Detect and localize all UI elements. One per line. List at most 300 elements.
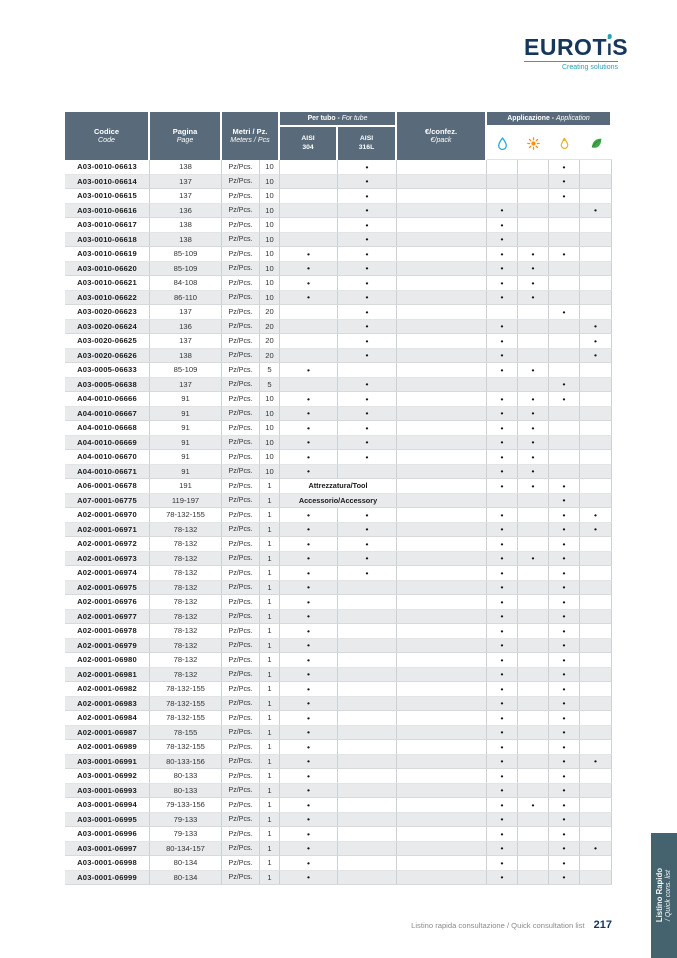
app-flame-mark: •	[549, 813, 580, 828]
row-qty: 1	[260, 842, 280, 857]
row-unit: Pz/Pcs.	[222, 856, 260, 871]
row-unit: Pz/Pcs.	[222, 813, 260, 828]
row-code: A02-0001-06989	[65, 740, 150, 755]
app-water-mark: •	[487, 204, 518, 219]
app-leaf-mark: •	[580, 349, 612, 364]
header-application-group	[487, 112, 612, 160]
app-leaf-mark: •	[580, 508, 612, 523]
app-sun-mark	[518, 711, 549, 726]
aisi-304-mark: •	[280, 740, 338, 755]
row-qty: 10	[260, 218, 280, 233]
aisi-316l-mark	[338, 856, 397, 871]
app-leaf-mark	[580, 175, 612, 190]
app-flame-mark: •	[549, 392, 580, 407]
app-water-mark	[487, 175, 518, 190]
row-page: 138	[150, 349, 222, 364]
row-code: A03-0001-06997	[65, 842, 150, 857]
row-page: 78-132	[150, 610, 222, 625]
row-price	[397, 827, 487, 842]
row-price	[397, 189, 487, 204]
row-page: 78-155	[150, 726, 222, 741]
row-code: A02-0001-06977	[65, 610, 150, 625]
row-unit: Pz/Pcs.	[222, 450, 260, 465]
table-row	[65, 639, 612, 654]
app-water-mark: •	[487, 856, 518, 871]
row-unit: Pz/Pcs.	[222, 581, 260, 596]
aisi-316l-mark	[338, 581, 397, 596]
app-sun-mark	[518, 537, 549, 552]
header-aisi316-line2: 316L	[358, 143, 375, 151]
row-price	[397, 624, 487, 639]
table-row	[65, 566, 612, 581]
app-water-mark: •	[487, 479, 518, 494]
app-leaf-mark	[580, 566, 612, 581]
aisi-304-mark: •	[280, 755, 338, 770]
row-code: A02-0001-06974	[65, 566, 150, 581]
app-water-mark: •	[487, 320, 518, 335]
app-flame-mark	[549, 421, 580, 436]
app-sun-mark	[518, 378, 549, 393]
aisi-304-mark: •	[280, 871, 338, 886]
side-tab-title: Listino Rapido	[654, 868, 664, 923]
row-qty: 1	[260, 653, 280, 668]
aisi-316l-mark: •	[338, 349, 397, 364]
row-unit: Pz/Pcs.	[222, 668, 260, 683]
aisi-304-mark: •	[280, 523, 338, 538]
row-code: A02-0001-06987	[65, 726, 150, 741]
aisi-316l-mark: •	[338, 421, 397, 436]
app-sun-mark	[518, 682, 549, 697]
app-sun-mark	[518, 610, 549, 625]
app-flame-mark: •	[549, 189, 580, 204]
row-unit: Pz/Pcs.	[222, 160, 260, 175]
table-row	[65, 204, 612, 219]
app-flame-mark: •	[549, 523, 580, 538]
side-tab-subtitle: / Quick cons. list	[664, 870, 672, 921]
app-flame-mark: •	[549, 798, 580, 813]
app-leaf-mark	[580, 595, 612, 610]
row-price	[397, 813, 487, 828]
app-sun-mark	[518, 697, 549, 712]
app-flame-mark: •	[549, 479, 580, 494]
app-water-mark: •	[487, 871, 518, 886]
row-page: 78-132-155	[150, 508, 222, 523]
table-row	[65, 349, 612, 364]
app-sun-mark: •	[518, 450, 549, 465]
app-water-mark: •	[487, 363, 518, 378]
row-unit: Pz/Pcs.	[222, 769, 260, 784]
row-unit: Pz/Pcs.	[222, 537, 260, 552]
aisi-316l-mark	[338, 595, 397, 610]
row-unit: Pz/Pcs.	[222, 595, 260, 610]
table-row	[65, 726, 612, 741]
app-sun-mark	[518, 871, 549, 886]
logo-divider	[524, 61, 618, 62]
app-water-mark: •	[487, 465, 518, 480]
aisi-316l-mark: •	[338, 392, 397, 407]
aisi-316l-mark	[338, 769, 397, 784]
row-qty: 1	[260, 711, 280, 726]
row-page: 91	[150, 407, 222, 422]
header-aisi-304	[280, 127, 338, 160]
table-row	[65, 508, 612, 523]
app-leaf-mark	[580, 421, 612, 436]
row-unit: Pz/Pcs.	[222, 320, 260, 335]
row-price	[397, 450, 487, 465]
aisi-316l-mark: •	[338, 552, 397, 567]
aisi-304-mark: •	[280, 610, 338, 625]
app-leaf-mark	[580, 407, 612, 422]
app-water-mark: •	[487, 436, 518, 451]
app-sun-mark	[518, 233, 549, 248]
table-row	[65, 421, 612, 436]
table-row	[65, 668, 612, 683]
row-page: 79-133	[150, 827, 222, 842]
row-qty: 1	[260, 827, 280, 842]
app-leaf-mark	[580, 711, 612, 726]
row-unit: Pz/Pcs.	[222, 523, 260, 538]
row-price	[397, 436, 487, 451]
aisi-316l-mark	[338, 639, 397, 654]
app-water-mark: •	[487, 349, 518, 364]
app-leaf-mark	[580, 378, 612, 393]
row-code: A02-0001-06982	[65, 682, 150, 697]
aisi-316l-mark: •	[338, 189, 397, 204]
row-unit: Pz/Pcs.	[222, 291, 260, 306]
aisi-304-mark	[280, 175, 338, 190]
app-sun-mark	[518, 508, 549, 523]
table-row	[65, 247, 612, 262]
aisi-304-mark: •	[280, 668, 338, 683]
aisi-304-mark: •	[280, 566, 338, 581]
table-row	[65, 378, 612, 393]
aisi-316l-mark	[338, 465, 397, 480]
table-header	[65, 112, 612, 160]
table-row	[65, 218, 612, 233]
app-water-mark: •	[487, 334, 518, 349]
row-qty: 10	[260, 204, 280, 219]
table-row	[65, 450, 612, 465]
row-price	[397, 537, 487, 552]
row-code: A02-0001-06970	[65, 508, 150, 523]
aisi-316l-mark: •	[338, 276, 397, 291]
row-code: A03-0010-06617	[65, 218, 150, 233]
aisi-316l-mark: •	[338, 218, 397, 233]
app-flame-mark: •	[549, 595, 580, 610]
app-sun-mark	[518, 827, 549, 842]
app-flame-mark	[549, 407, 580, 422]
app-leaf-mark	[580, 871, 612, 886]
header-per-tubo-group	[280, 112, 397, 160]
row-qty: 1	[260, 856, 280, 871]
row-page: 91	[150, 421, 222, 436]
logo-drop-icon	[607, 34, 612, 39]
table-row	[65, 697, 612, 712]
table-row	[65, 653, 612, 668]
app-flame-mark: •	[549, 697, 580, 712]
row-price	[397, 175, 487, 190]
aisi-316l-mark: •	[338, 204, 397, 219]
row-price	[397, 305, 487, 320]
table-row	[65, 798, 612, 813]
table-row	[65, 755, 612, 770]
row-qty: 1	[260, 624, 280, 639]
app-sun-mark: •	[518, 465, 549, 480]
table-row	[65, 827, 612, 842]
app-water-mark: •	[487, 291, 518, 306]
row-code: A07-0001-06775	[65, 494, 150, 509]
row-code: A03-0001-06996	[65, 827, 150, 842]
row-code: A03-0010-06618	[65, 233, 150, 248]
app-sun-mark	[518, 160, 549, 175]
table-row	[65, 610, 612, 625]
app-flame-mark	[549, 204, 580, 219]
row-price	[397, 494, 487, 509]
row-page: 138	[150, 233, 222, 248]
app-leaf-mark	[580, 276, 612, 291]
row-qty: 1	[260, 610, 280, 625]
row-code: A03-0005-06638	[65, 378, 150, 393]
header-aisi304-line1: AISI	[301, 135, 315, 143]
aisi-316l-mark	[338, 610, 397, 625]
row-code: A03-0010-06615	[65, 189, 150, 204]
app-sun-mark	[518, 175, 549, 190]
aisi-304-mark: •	[280, 827, 338, 842]
aisi-304-mark	[280, 189, 338, 204]
table-row	[65, 320, 612, 335]
row-page: 136	[150, 320, 222, 335]
row-unit: Pz/Pcs.	[222, 204, 260, 219]
row-code: A04-0010-06666	[65, 392, 150, 407]
app-flame-mark: •	[549, 769, 580, 784]
header-codice	[65, 112, 150, 160]
row-qty: 20	[260, 334, 280, 349]
aisi-316l-mark	[338, 827, 397, 842]
row-qty: 1	[260, 769, 280, 784]
table-row	[65, 305, 612, 320]
aisi-304-mark: •	[280, 697, 338, 712]
app-leaf-mark	[580, 552, 612, 567]
app-sun-mark: •	[518, 276, 549, 291]
row-page: 78-132-155	[150, 740, 222, 755]
row-unit: Pz/Pcs.	[222, 639, 260, 654]
app-water-mark: •	[487, 523, 518, 538]
row-price	[397, 740, 487, 755]
row-price	[397, 479, 487, 494]
row-price	[397, 276, 487, 291]
row-page: 79-133	[150, 813, 222, 828]
row-qty: 1	[260, 813, 280, 828]
row-qty: 1	[260, 740, 280, 755]
app-flame-mark	[549, 262, 580, 277]
row-qty: 10	[260, 247, 280, 262]
row-page: 78-132	[150, 581, 222, 596]
app-water-mark: •	[487, 726, 518, 741]
app-sun-mark	[518, 769, 549, 784]
row-unit: Pz/Pcs.	[222, 218, 260, 233]
row-price	[397, 769, 487, 784]
table-row	[65, 523, 612, 538]
table-row	[65, 407, 612, 422]
table-body	[65, 160, 612, 885]
aisi-316l-mark	[338, 682, 397, 697]
row-unit: Pz/Pcs.	[222, 711, 260, 726]
row-price	[397, 653, 487, 668]
app-water-mark: •	[487, 262, 518, 277]
app-water-mark: •	[487, 755, 518, 770]
row-code: A02-0001-06978	[65, 624, 150, 639]
aisi-304-mark: •	[280, 798, 338, 813]
row-unit: Pz/Pcs.	[222, 784, 260, 799]
app-leaf-mark	[580, 682, 612, 697]
row-unit: Pz/Pcs.	[222, 798, 260, 813]
row-unit: Pz/Pcs.	[222, 726, 260, 741]
row-price	[397, 247, 487, 262]
row-unit: Pz/Pcs.	[222, 494, 260, 509]
app-leaf-mark	[580, 305, 612, 320]
aisi-316l-mark: •	[338, 436, 397, 451]
aisi-316l-mark	[338, 740, 397, 755]
aisi-304-mark: •	[280, 508, 338, 523]
row-code: A02-0001-06983	[65, 697, 150, 712]
row-code: A02-0001-06984	[65, 711, 150, 726]
header-aisi316-line1: AISI	[359, 135, 374, 143]
row-code: A04-0010-06670	[65, 450, 150, 465]
row-unit: Pz/Pcs.	[222, 349, 260, 364]
row-price	[397, 682, 487, 697]
app-leaf-mark	[580, 827, 612, 842]
app-leaf-mark	[580, 668, 612, 683]
aisi-304-mark: •	[280, 552, 338, 567]
row-price	[397, 160, 487, 175]
aisi-304-mark: •	[280, 436, 338, 451]
row-qty: 10	[260, 291, 280, 306]
app-sun-mark	[518, 349, 549, 364]
section-side-tab	[651, 833, 677, 958]
row-code: A03-0001-06995	[65, 813, 150, 828]
table-row	[65, 871, 612, 886]
aisi-304-mark: •	[280, 262, 338, 277]
row-page: 78-132	[150, 595, 222, 610]
table-row	[65, 784, 612, 799]
app-flame-mark: •	[549, 537, 580, 552]
row-qty: 1	[260, 523, 280, 538]
app-flame-mark: •	[549, 856, 580, 871]
header-application-label: Application	[556, 115, 590, 122]
aisi-316l-mark: •	[338, 233, 397, 248]
row-price	[397, 523, 487, 538]
row-qty: 1	[260, 581, 280, 596]
aisi-304-mark: •	[280, 247, 338, 262]
logo-part1: EUROT	[524, 34, 607, 60]
row-qty: 1	[260, 668, 280, 683]
aisi-316l-mark: •	[338, 305, 397, 320]
app-flame-mark: •	[549, 552, 580, 567]
aisi-304-mark: •	[280, 711, 338, 726]
app-flame-mark	[549, 465, 580, 480]
row-qty: 1	[260, 494, 280, 509]
app-sun-mark: •	[518, 247, 549, 262]
aisi-304-mark: •	[280, 291, 338, 306]
app-leaf-mark	[580, 189, 612, 204]
app-sun-mark: •	[518, 552, 549, 567]
app-water-mark: •	[487, 769, 518, 784]
app-flame-mark: •	[549, 305, 580, 320]
row-price	[397, 595, 487, 610]
table-row	[65, 494, 612, 509]
app-flame-mark: •	[549, 508, 580, 523]
row-code: A02-0001-06972	[65, 537, 150, 552]
row-unit: Pz/Pcs.	[222, 624, 260, 639]
row-page: 91	[150, 450, 222, 465]
app-leaf-mark	[580, 624, 612, 639]
row-qty: 10	[260, 175, 280, 190]
header-meters-label: Meters / Pcs	[230, 136, 270, 145]
app-leaf-mark: •	[580, 204, 612, 219]
app-water-mark	[487, 494, 518, 509]
aisi-316l-mark: •	[338, 450, 397, 465]
aisi-316l-mark: •	[338, 160, 397, 175]
app-sun-mark: •	[518, 291, 549, 306]
row-page: 80-134	[150, 856, 222, 871]
app-sun-mark	[518, 494, 549, 509]
row-code: A03-0020-06624	[65, 320, 150, 335]
flame-icon	[549, 127, 580, 160]
row-code: A02-0001-06979	[65, 639, 150, 654]
row-code: A03-0010-06620	[65, 262, 150, 277]
aisi-304-mark	[280, 160, 338, 175]
app-leaf-mark: •	[580, 334, 612, 349]
row-code: A03-0020-06623	[65, 305, 150, 320]
water-drop-icon	[487, 127, 518, 160]
row-unit: Pz/Pcs.	[222, 871, 260, 886]
row-qty: 10	[260, 465, 280, 480]
app-sun-mark	[518, 204, 549, 219]
header-confez	[397, 112, 487, 160]
app-sun-mark	[518, 624, 549, 639]
aisi-316l-mark	[338, 653, 397, 668]
row-code: A03-0010-06614	[65, 175, 150, 190]
app-flame-mark: •	[549, 784, 580, 799]
app-water-mark: •	[487, 639, 518, 654]
row-page: 137	[150, 189, 222, 204]
aisi-316l-mark: •	[338, 566, 397, 581]
row-page: 85-109	[150, 247, 222, 262]
app-leaf-mark	[580, 247, 612, 262]
app-leaf-mark	[580, 856, 612, 871]
row-price	[397, 566, 487, 581]
aisi-316l-mark: •	[338, 175, 397, 190]
header-aisi-316l	[338, 127, 397, 160]
header-pagina-label: Pagina	[172, 126, 198, 136]
aisi-304-mark: •	[280, 363, 338, 378]
row-page: 191	[150, 479, 222, 494]
app-water-mark: •	[487, 842, 518, 857]
aisi-316l-mark: •	[338, 537, 397, 552]
app-sun-mark	[518, 320, 549, 335]
app-water-mark: •	[487, 740, 518, 755]
row-qty: 5	[260, 363, 280, 378]
row-unit: Pz/Pcs.	[222, 827, 260, 842]
app-leaf-mark	[580, 218, 612, 233]
app-flame-mark: •	[549, 378, 580, 393]
row-price	[397, 784, 487, 799]
logo-part3: S	[612, 34, 629, 60]
table-row	[65, 363, 612, 378]
aisi-304-mark: •	[280, 581, 338, 596]
app-leaf-mark	[580, 726, 612, 741]
app-flame-mark: •	[549, 827, 580, 842]
